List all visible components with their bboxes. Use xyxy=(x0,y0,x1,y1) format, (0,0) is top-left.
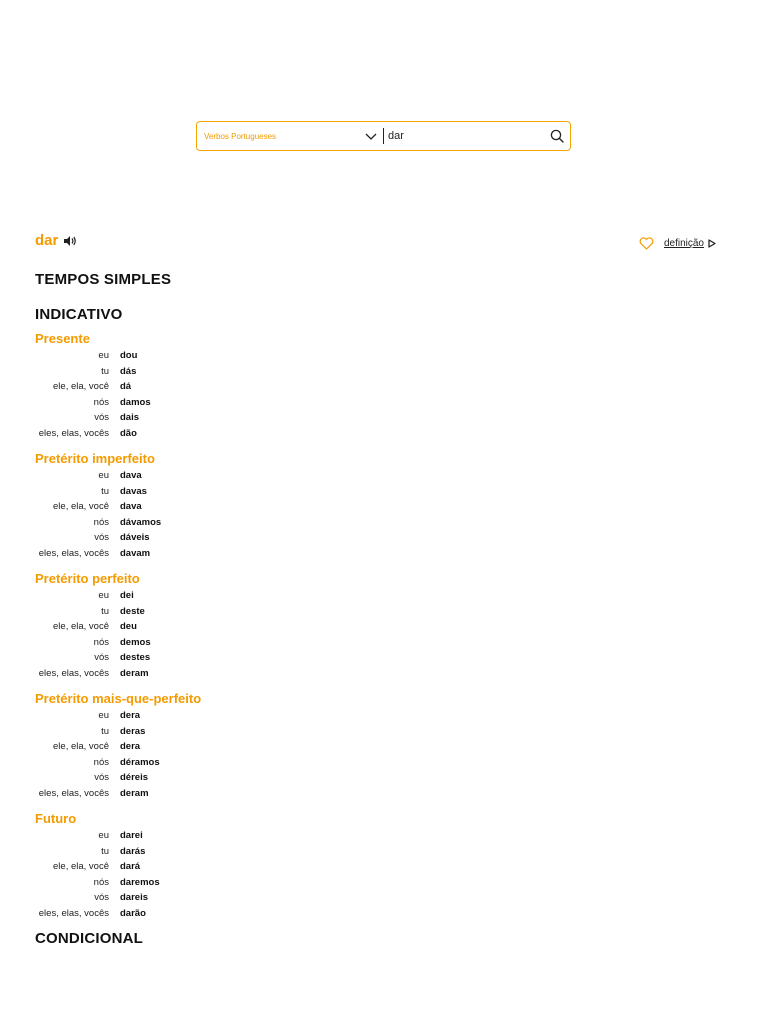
verb-form: dá xyxy=(120,381,132,392)
verb-form: dera xyxy=(120,710,141,721)
search-input[interactable] xyxy=(384,122,544,150)
conjugation-row xyxy=(35,364,735,380)
pronoun: eu xyxy=(98,470,109,481)
conjugation-row xyxy=(35,348,735,364)
section-title: TEMPOS SIMPLES xyxy=(35,271,172,288)
verb-form: darei xyxy=(120,830,143,841)
pronoun: ele, ela, você xyxy=(53,381,109,392)
conjugation-row xyxy=(35,604,735,620)
pronoun: eu xyxy=(98,710,109,721)
pronoun: tu xyxy=(101,845,109,857)
conjugation-row xyxy=(35,875,735,891)
pronoun: nós xyxy=(93,756,109,768)
mood-title-condicional: CONDICIONAL xyxy=(35,930,144,947)
pronoun: ele, ela, você xyxy=(53,621,109,632)
verb-form: davas xyxy=(120,485,147,497)
verb-form: damos xyxy=(120,396,151,408)
pronoun: nós xyxy=(93,876,109,888)
conjugation-row xyxy=(35,588,735,604)
conjugation-row xyxy=(35,484,735,500)
pronoun: vós xyxy=(94,652,109,663)
conjugation-row xyxy=(35,650,735,666)
pronoun: tu xyxy=(101,365,109,377)
conjugation-row xyxy=(35,666,735,682)
verb-form: dava xyxy=(120,470,142,481)
conjugation-row xyxy=(35,906,735,922)
pronoun: eu xyxy=(98,830,109,841)
pronoun: eles, elas, vocês xyxy=(38,907,109,919)
pronoun: nós xyxy=(93,516,109,528)
language-select-label: Verbos Portugueses xyxy=(204,131,277,141)
conjugation-row xyxy=(35,786,735,802)
pronoun: nós xyxy=(93,636,109,648)
conjugation-row xyxy=(35,395,735,411)
conjugation-row xyxy=(35,828,735,844)
pronoun: nós xyxy=(93,396,109,408)
verb-form: dei xyxy=(120,590,134,601)
tenses-list xyxy=(35,329,735,921)
mood-title-indicativo: INDICATIVO xyxy=(35,306,123,323)
pronoun: tu xyxy=(101,725,109,737)
verb-form: dais xyxy=(120,412,140,423)
tense-title: Presente xyxy=(35,331,90,346)
pronoun: vós xyxy=(94,772,109,783)
conjugation-row xyxy=(35,515,735,531)
heart-icon[interactable] xyxy=(639,237,654,250)
conjugation-row xyxy=(35,530,735,546)
pronoun: ele, ela, você xyxy=(53,501,109,512)
verb-form: demos xyxy=(120,636,151,648)
conjugation-row xyxy=(35,619,735,635)
pronoun: ele, ela, você xyxy=(53,741,109,752)
conjugation-content xyxy=(35,270,735,949)
pronoun: vós xyxy=(94,412,109,423)
verb-form: darás xyxy=(120,845,146,857)
verb-form: déreis xyxy=(120,772,148,783)
pronoun: eles, elas, vocês xyxy=(38,427,109,439)
tense-block xyxy=(35,569,735,681)
pronoun: eles, elas, vocês xyxy=(38,787,109,799)
verb-form: deu xyxy=(120,621,137,632)
verb-actions xyxy=(639,237,716,250)
conjugation-row xyxy=(35,859,735,875)
verb-title: dar xyxy=(35,232,59,249)
pronoun: vós xyxy=(94,892,109,903)
conjugation-row xyxy=(35,410,735,426)
tense-title: Pretérito perfeito xyxy=(35,571,140,586)
definition-link[interactable]: definição xyxy=(663,238,704,249)
verb-form: darão xyxy=(120,907,146,919)
conjugation-row xyxy=(35,708,735,724)
pronoun: tu xyxy=(101,605,109,617)
pronoun: eu xyxy=(98,590,109,601)
conjugation-row xyxy=(35,426,735,442)
tense-block xyxy=(35,689,735,801)
search-icon xyxy=(550,129,564,143)
verb-header xyxy=(35,232,77,249)
verb-form: daremos xyxy=(120,876,160,888)
tense-block xyxy=(35,809,735,921)
tense-block xyxy=(35,329,735,441)
conjugation-row xyxy=(35,844,735,860)
conjugation-row xyxy=(35,755,735,771)
chevron-down-icon xyxy=(365,131,377,141)
verb-form: dávamos xyxy=(120,516,162,528)
verb-form: deste xyxy=(120,605,145,617)
conjugation-row xyxy=(35,499,735,515)
pronoun: tu xyxy=(101,485,109,497)
verb-form: déramos xyxy=(120,756,160,768)
verb-form: dava xyxy=(120,501,142,512)
pronoun: ele, ela, você xyxy=(53,861,109,872)
verb-form: deras xyxy=(120,725,146,737)
language-select[interactable] xyxy=(197,122,383,150)
verb-form: deram xyxy=(120,787,149,799)
verb-form: destes xyxy=(120,652,151,663)
conjugation-row xyxy=(35,468,735,484)
pronoun: vós xyxy=(94,532,109,543)
conjugation-row xyxy=(35,546,735,562)
conjugation-row xyxy=(35,635,735,651)
verb-form: dera xyxy=(120,741,141,752)
conjugation-row xyxy=(35,379,735,395)
verb-form: dará xyxy=(120,861,141,872)
verb-form: davam xyxy=(120,547,151,559)
verb-form: dáveis xyxy=(120,532,150,543)
search-button[interactable] xyxy=(544,122,570,150)
pronoun: eles, elas, vocês xyxy=(38,547,109,559)
tense-title: Pretérito mais-que-perfeito xyxy=(35,691,202,706)
search-bar xyxy=(196,121,571,151)
verb-form: dão xyxy=(120,427,137,439)
conjugation-row xyxy=(35,724,735,740)
verb-form: deram xyxy=(120,667,149,679)
conjugation-row xyxy=(35,890,735,906)
pronoun: eu xyxy=(98,350,109,361)
play-triangle-icon xyxy=(708,239,716,248)
conjugation-row xyxy=(35,739,735,755)
tense-title: Pretérito imperfeito xyxy=(35,451,155,466)
pronoun: eles, elas, vocês xyxy=(38,667,109,679)
speaker-icon[interactable] xyxy=(63,235,77,247)
verb-form: dou xyxy=(120,350,138,361)
verb-form: dareis xyxy=(120,892,148,903)
tense-block xyxy=(35,449,735,561)
conjugation-row xyxy=(35,770,735,786)
verb-form: dás xyxy=(120,365,137,377)
tense-title: Futuro xyxy=(35,811,77,826)
